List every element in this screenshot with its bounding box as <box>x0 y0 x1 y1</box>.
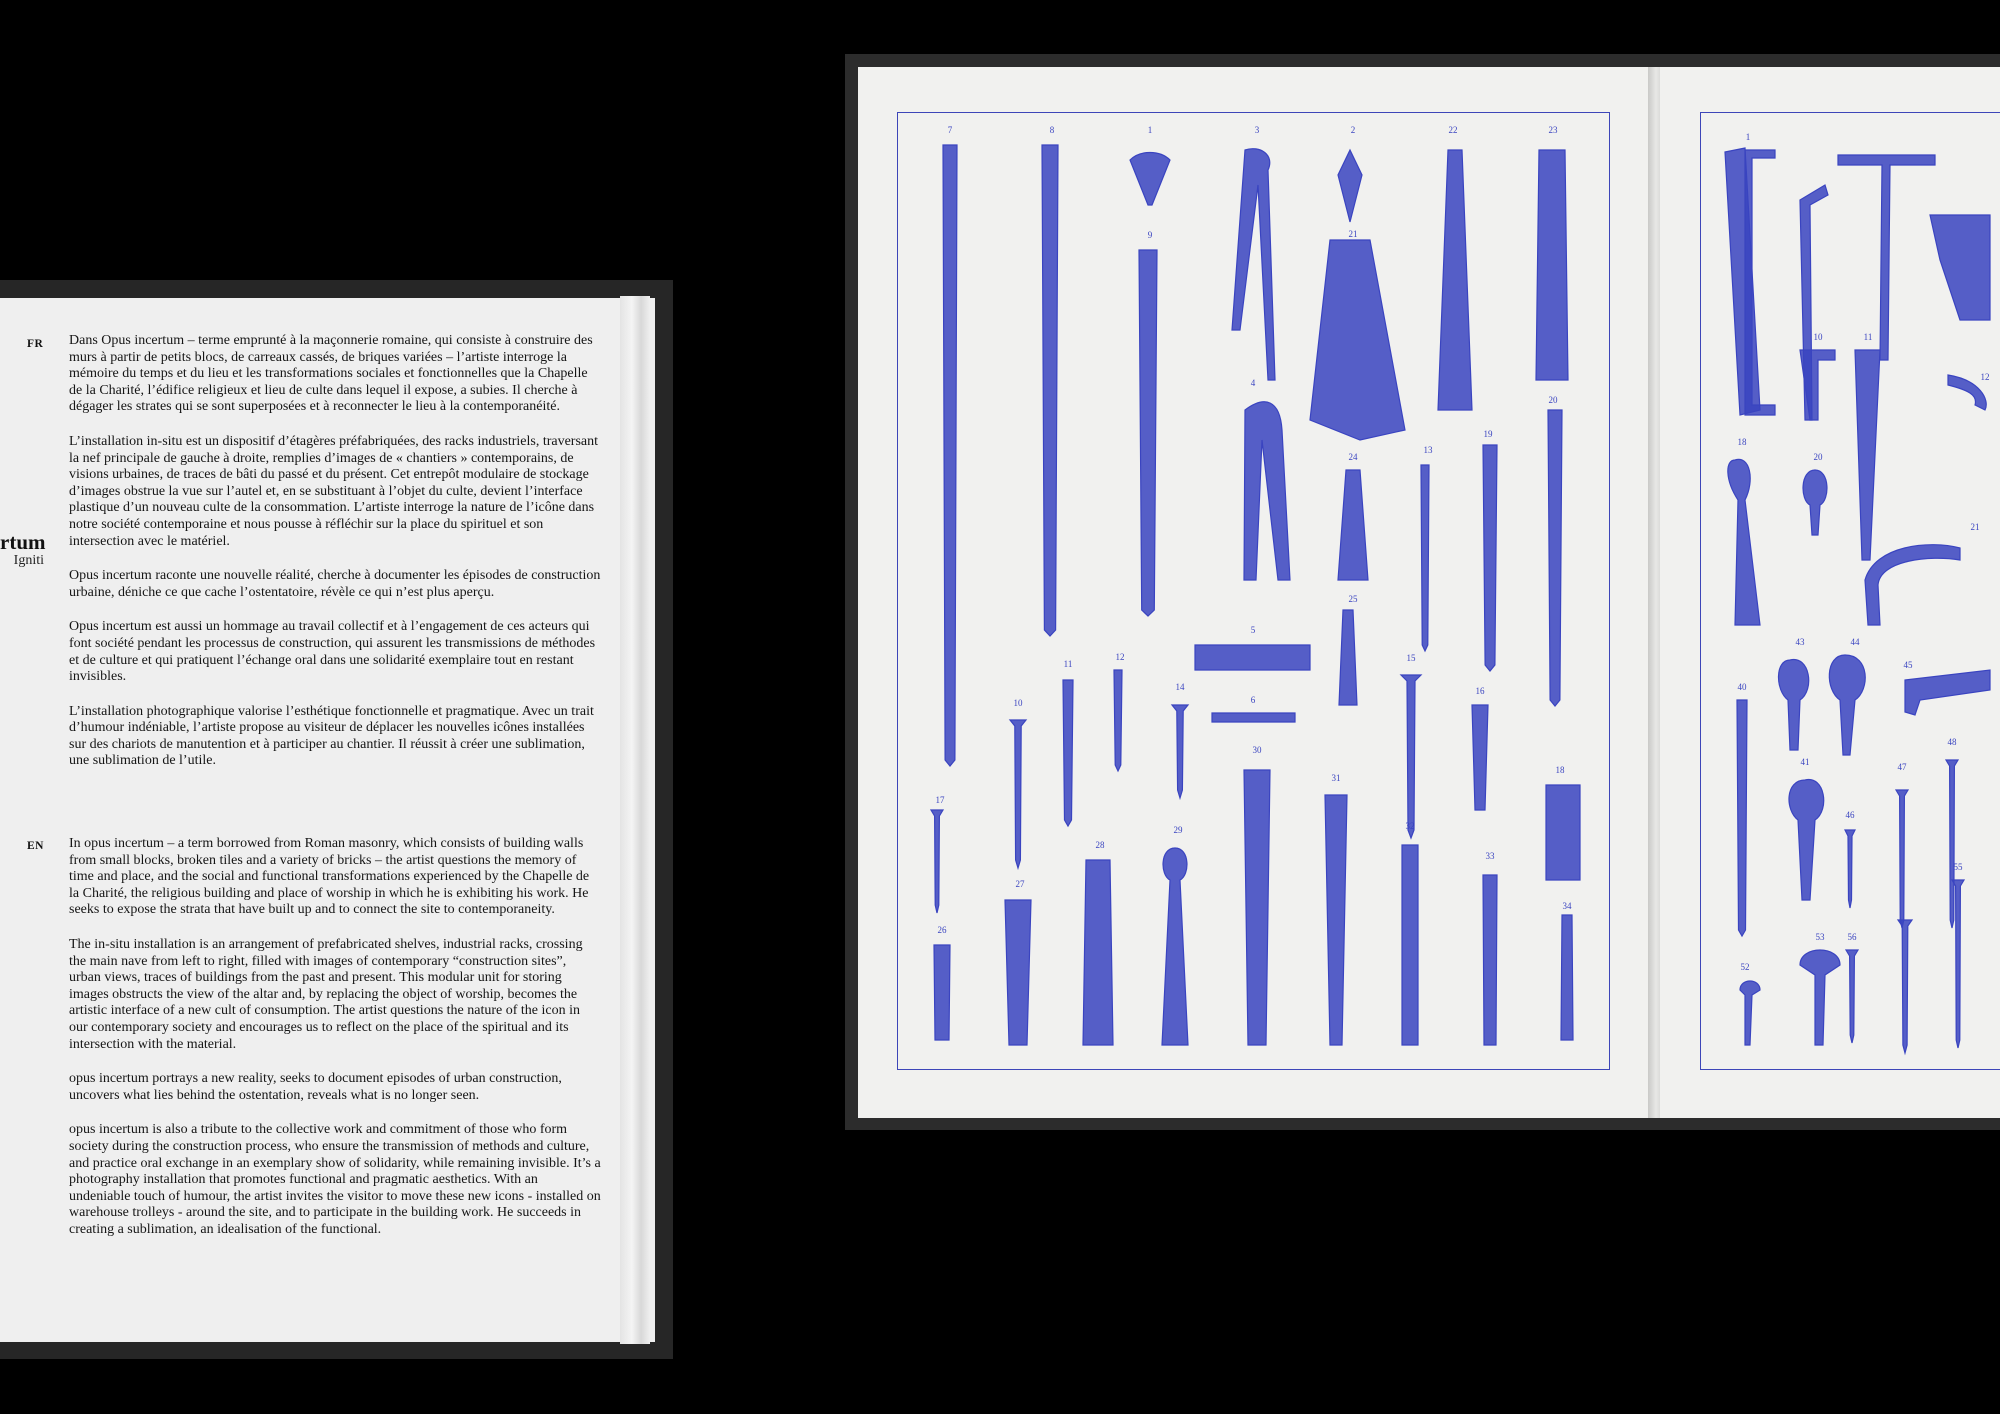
right-tool-52 <box>1740 981 1760 1045</box>
right-tool-47 <box>1896 790 1908 928</box>
plate-number: 3 <box>1254 125 1260 135</box>
tool-20 <box>1548 410 1562 706</box>
plate-number: 2 <box>1350 125 1356 135</box>
right-tool-41 <box>1789 780 1824 900</box>
plate-number-right: 41 <box>1800 757 1810 767</box>
book-title-fragment: rtum <box>0 530 46 554</box>
plate-number: 32 <box>1405 821 1415 831</box>
fr-paragraph-3: Opus incertum raconte une nouvelle réalité, cherche à documenter les épisodes de construction urbaine, déniche ce que cache l’ostentatoire, révèle ce qui n’est plus aperçu. <box>69 568 601 600</box>
plate-number: 30 <box>1252 745 1262 755</box>
plate-number-right: 45 <box>1903 660 1913 670</box>
plate-number-right: 11 <box>1863 332 1873 342</box>
plate-number: 13 <box>1423 445 1433 455</box>
tool-25 <box>1339 610 1357 705</box>
plate-number: 27 <box>1015 879 1025 889</box>
right-tool-45 <box>1905 670 1990 715</box>
plate-number-right: 47 <box>1897 762 1907 772</box>
tool-29 <box>1162 848 1188 1045</box>
plate-number: 4 <box>1250 378 1256 388</box>
plate-number-right: 1 <box>1745 132 1751 142</box>
fr-paragraph-5: L’installation photographique valorise l’esthétique fonctionnelle et pragmatique. Avec un trait d’humour indéniable, l’artiste propose au visiteur de déplacer les nouvelles icônes installées sur des chariots de manutention et à participer au chantier. Il réussit à créer une sublimation, une sublimation de l’utile. <box>69 703 594 769</box>
plate-number: 16 <box>1475 686 1485 696</box>
tool-18 <box>1546 785 1580 880</box>
right-tool-4 <box>1930 215 1990 320</box>
right-tool-55 <box>1898 920 1912 1053</box>
tool-32 <box>1402 845 1418 1045</box>
lang-label-en: EN <box>27 840 44 852</box>
right-tool-44 <box>1829 655 1865 755</box>
plate-number: 10 <box>1013 698 1023 708</box>
tool-24 <box>1338 470 1368 580</box>
tool-11 <box>1063 680 1073 826</box>
plate-number: 17 <box>935 795 945 805</box>
tool-31 <box>1325 795 1347 1045</box>
right-tool-11 <box>1855 350 1880 560</box>
plate-number-right: 18 <box>1737 437 1747 447</box>
plate-number-right: 10 <box>1813 332 1823 342</box>
tool-3 <box>1232 149 1275 380</box>
plate-number: 33 <box>1485 851 1495 861</box>
plate-number-right: 40 <box>1737 682 1747 692</box>
fr-paragraph-2: L’installation in-situ est un dispositif d’étagères préfabriquées, des racks industriels, traversant la nef principale de gauche à droite, remplies d’images de « chantiers » contemporains, de visions urbaines, de traces de bâti du passé et du présent. Cet entrepôt modulaire de stockage d’images obstrue la vue sur l’autel et, en se substituant à l’objet du culte, devient l’interface plastique d’un nouveau culte de la consommation. L’artiste interroge la nature de l’icône dans notre société contemporaine et nous pousse à réfléchir sur la place du spirituel et son intersection avec le matériel. <box>69 433 599 549</box>
tool-2 <box>1338 150 1362 222</box>
tool-30 <box>1244 770 1270 1045</box>
plate-number: 20 <box>1548 395 1558 405</box>
plate-number-right: 56 <box>1847 932 1857 942</box>
tool-4 <box>1244 402 1290 580</box>
plate-number: 34 <box>1562 901 1572 911</box>
plate-number-right: 12 <box>1980 372 1990 382</box>
tool-28 <box>1083 860 1113 1045</box>
plate-number: 25 <box>1348 594 1358 604</box>
plate-number-right: 55 <box>1953 862 1963 872</box>
right-tool-3 <box>1838 155 1935 360</box>
plate-number: 14 <box>1175 682 1185 692</box>
plate-number: 29 <box>1173 825 1183 835</box>
right-tool-53 <box>1800 950 1840 1045</box>
tool-5 <box>1195 645 1310 670</box>
plate-number: 24 <box>1348 452 1358 462</box>
en-paragraph-4: opus incertum is also a tribute to the collective work and commitment of those who form society during the construction process, who ensure the transmission of methods and culture, and practice oral exchange in an exemplary show of solidarity, while remaining invisible. It’s a photography installation that promotes functional and pragmatic aesthetics. With an undeniable touch of humour, the artist invites the visitor to move these new icons - installed on warehouse trolleys - around the site, and to participate in the building work. He succeeds in creating a sublimation, an idealisation of the functional. <box>69 1122 601 1237</box>
plate-number: 1 <box>1147 125 1153 135</box>
tool-34 <box>1561 915 1573 1040</box>
plate-number: 28 <box>1095 840 1105 850</box>
plate-number-right: 44 <box>1850 637 1860 647</box>
lang-label-fr: FR <box>27 338 44 350</box>
tool-16 <box>1472 705 1488 810</box>
right-tool-54 <box>1846 950 1858 1043</box>
plate-number: 21 <box>1348 229 1358 239</box>
en-paragraph-3: opus incertum portrays a new reality, seeks to document episodes of urban construction, uncovers what lies behind the ostentation, reveals what is no longer seen. <box>69 1071 562 1103</box>
plate-number-right: 52 <box>1740 962 1750 972</box>
tool-6 <box>1212 713 1295 722</box>
tool-33 <box>1483 875 1497 1045</box>
tool-17 <box>931 810 943 913</box>
plate-number: 19 <box>1483 429 1493 439</box>
plate-number: 12 <box>1115 652 1125 662</box>
tool-9 <box>1139 250 1157 616</box>
plate-number: 23 <box>1548 125 1558 135</box>
plate-number: 15 <box>1406 653 1416 663</box>
tool-23 <box>1536 150 1568 380</box>
tool-22 <box>1438 150 1472 410</box>
plate-number-right: 21 <box>1970 522 1980 532</box>
plate-number: 31 <box>1331 773 1341 783</box>
tool-10 <box>1010 720 1026 868</box>
tool-13 <box>1421 465 1429 651</box>
fr-paragraph-1: Dans Opus incertum – terme emprunté à la maçonnerie romaine, qui consiste à construire des murs à partir de petits blocs, de carreaux cassés, de briques variées – l’artiste interroge la mémoire du temps et du lieu et les transformations sociales et fonctionnelles que la Chapelle de la Charité, l’édifice religieux et lieu de culte dans lequel il expose, a subies. Il cherche à dégager les strates qui se sont superposées et à reconnecter le lieu à la contemporanéité. <box>69 333 593 415</box>
plate-number: 6 <box>1250 695 1256 705</box>
right-tool-40 <box>1737 700 1747 936</box>
right-tool-bracket <box>1745 150 1775 415</box>
plate-number-right: 48 <box>1947 737 1957 747</box>
right-tool-1 <box>1725 148 1760 415</box>
plate-number-right: 43 <box>1795 637 1805 647</box>
tool-7 <box>943 145 957 766</box>
right-tool-43 <box>1778 660 1808 750</box>
right-tool-46 <box>1845 830 1855 908</box>
tool-19 <box>1483 445 1497 671</box>
tool-1 <box>1130 153 1170 206</box>
fr-paragraph-4: Opus incertum est aussi un hommage au travail collectif et à l’engagement de ces acteurs qui font société pendant les processus de construction, qui assurent les transmissions de méthodes et de culture et qui pratiquent l’échange oral dans une solidarité exemplaire tout en restant invisibles. <box>69 619 596 685</box>
plate-number: 18 <box>1555 765 1565 775</box>
right-tool-18 <box>1728 459 1760 625</box>
book-subtitle-fragment: Igniti <box>13 553 44 568</box>
en-paragraph-1: In opus incertum – a term borrowed from Roman masonry, which consists of building walls from small blocks, broken tiles and a variety of bricks – the artist questions the memory of time and place, and the social and functional transformations experienced by the Chapelle de la Charité, the religious building and place of worship in which he is exhibiting his work. He seeks to expose the strata that have built up and to connect the site to contemporaneity. <box>69 836 590 918</box>
tool-14 <box>1172 705 1188 798</box>
tool-8 <box>1042 145 1058 636</box>
plate-number: 22 <box>1448 125 1458 135</box>
plate-number-right: 46 <box>1845 810 1855 820</box>
tool-15 <box>1401 675 1421 838</box>
en-paragraph-2: The in-situ installation is an arrangement of prefabricated shelves, industrial racks, crossing the main nave from left to right, filled with images of contemporary “construction sites”, urban views, traces of buildings from the past and present. This modular unit for storing images obstructs the view of the altar and, by replacing the object of worship, becomes the artistic interface of a new cult of consumption. The artist questions the nature of the icon in our contemporary society and encourages us to reflect on the place of the spiritual and its intersection with the material. <box>69 936 583 1052</box>
tool-27 <box>1005 900 1031 1045</box>
tool-21 <box>1310 240 1405 440</box>
tool-12 <box>1114 670 1122 771</box>
right-tool-21 <box>1865 545 1960 625</box>
plate-number: 9 <box>1147 230 1153 240</box>
plate-number: 8 <box>1049 125 1055 135</box>
plate-number: 7 <box>947 125 953 135</box>
plate-number: 26 <box>937 925 947 935</box>
plate-number: 5 <box>1250 625 1256 635</box>
plate-number-right: 53 <box>1815 932 1825 942</box>
plate-number-right: 20 <box>1813 452 1823 462</box>
right-tool-20 <box>1803 470 1827 535</box>
tool-26 <box>934 945 950 1040</box>
plate-number: 11 <box>1063 659 1073 669</box>
